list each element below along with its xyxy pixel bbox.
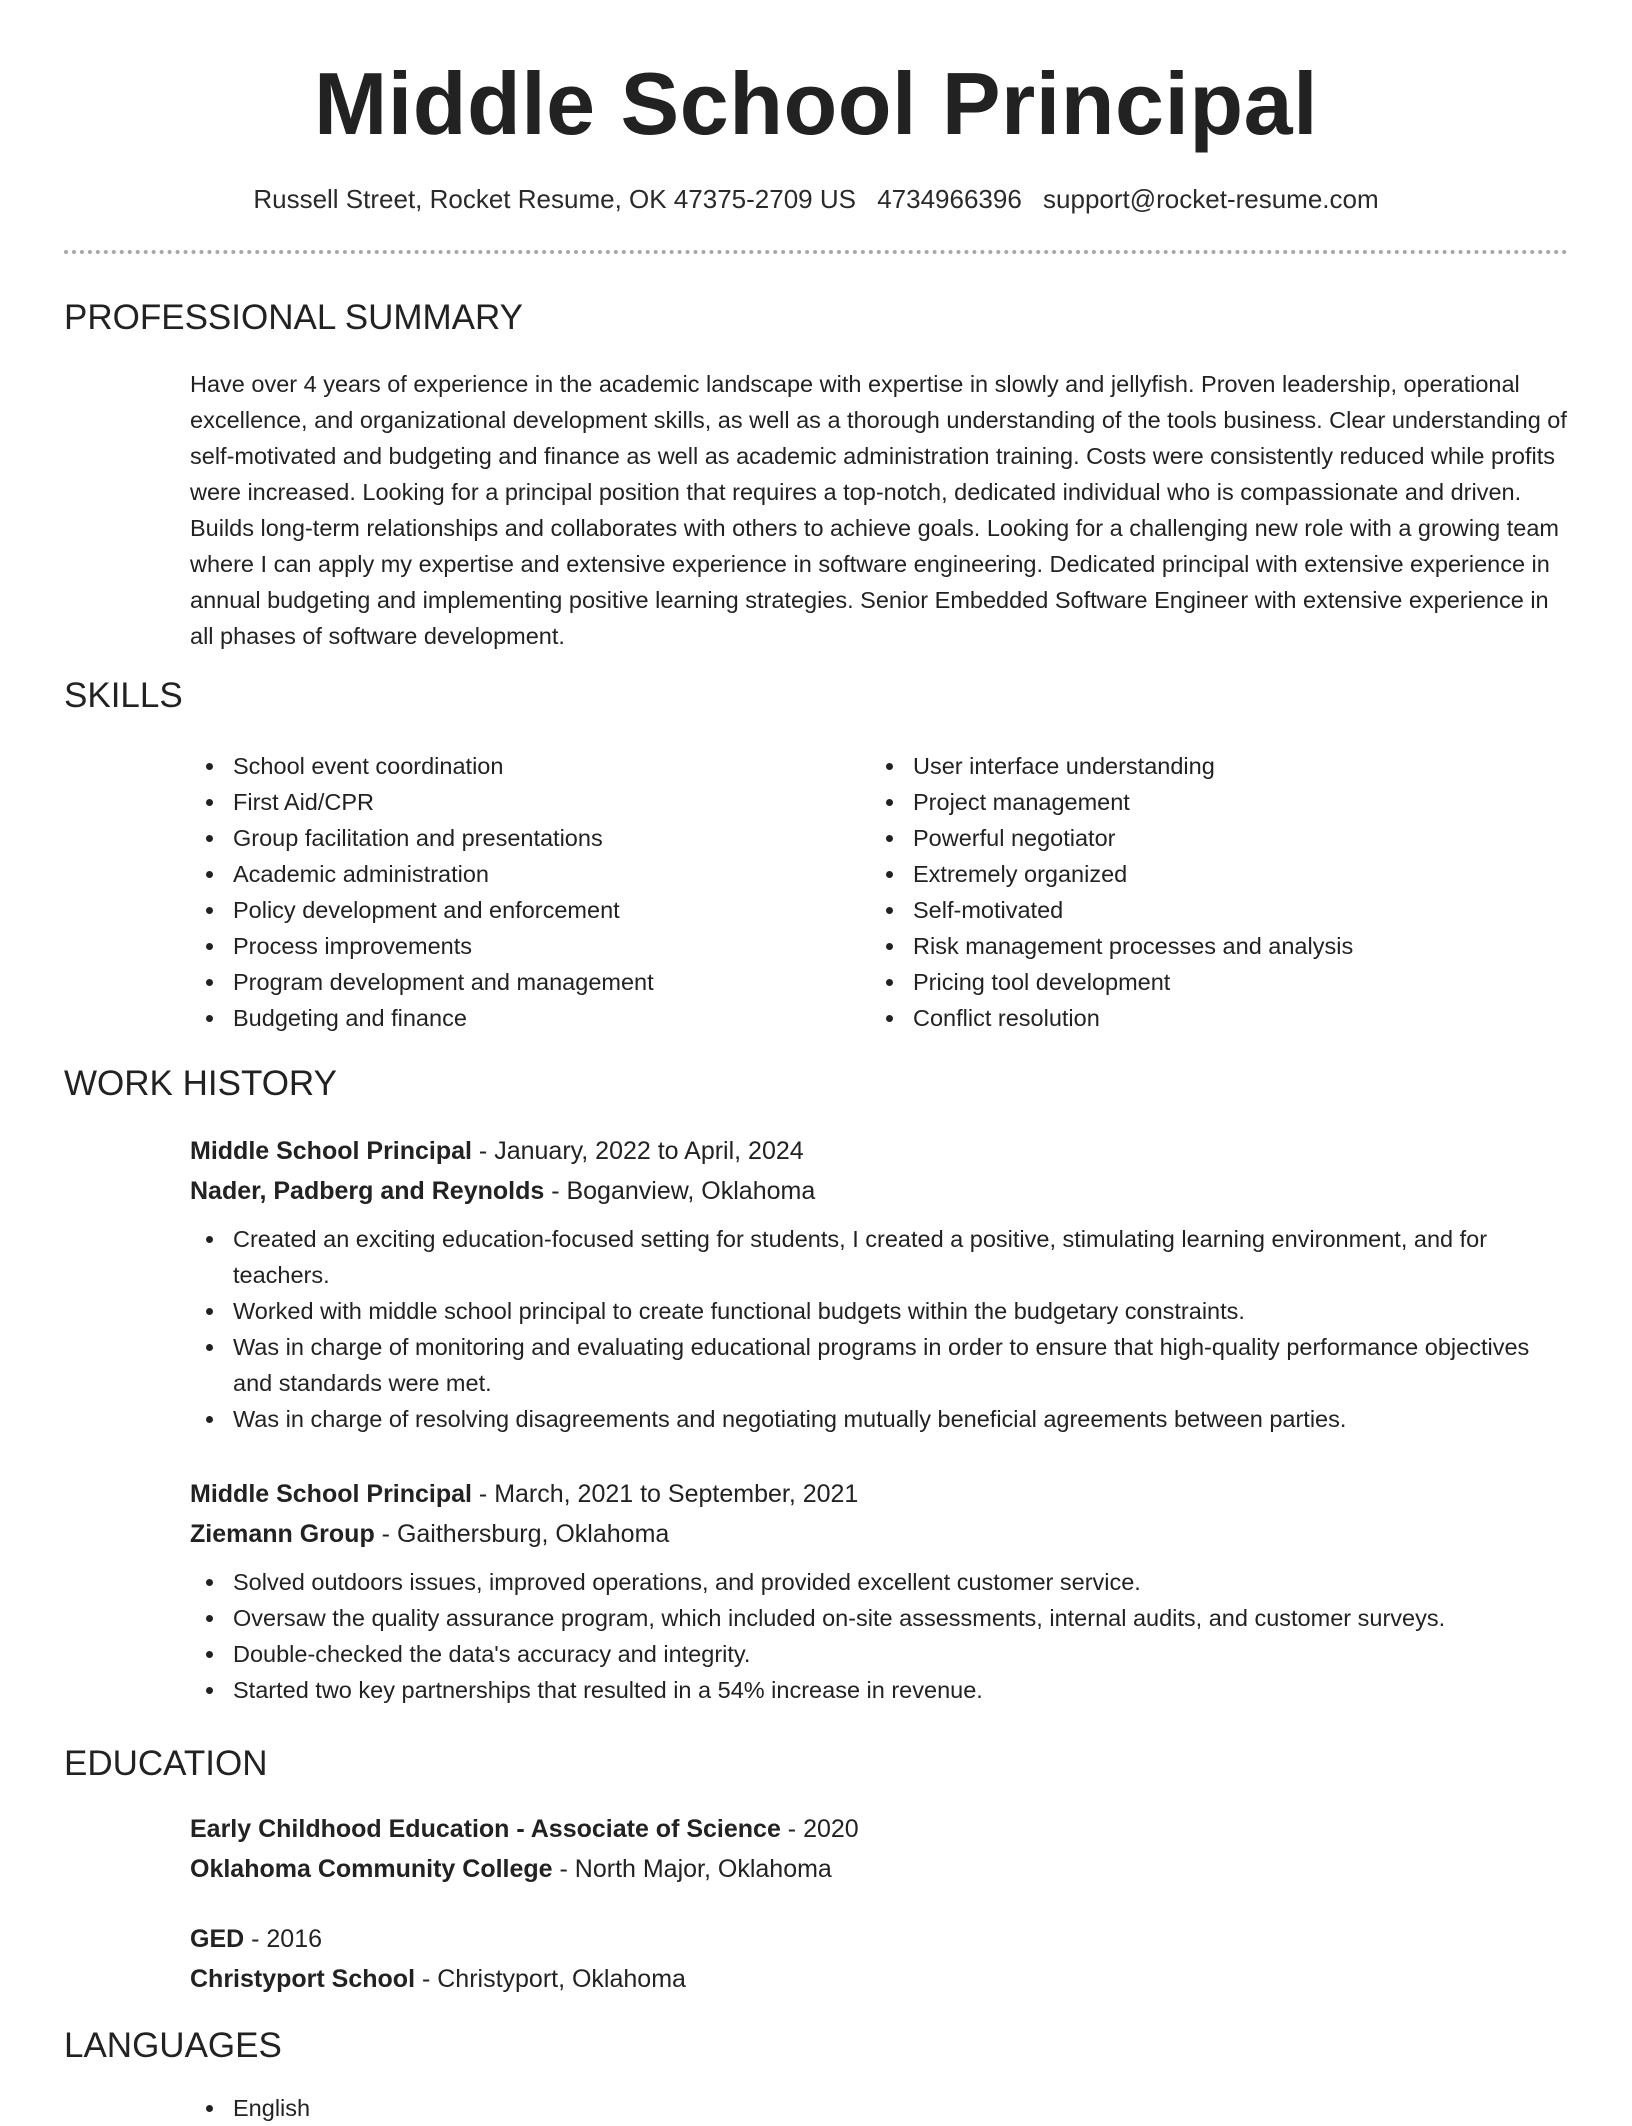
job-title-line bbox=[190, 1131, 1568, 1171]
education-school: Christyport School bbox=[190, 1965, 416, 1993]
job-company-line bbox=[190, 1514, 1568, 1554]
contact-email: support@rocket-resume.com bbox=[1043, 184, 1379, 214]
education-degree-line bbox=[190, 1919, 1568, 1959]
language-item: English bbox=[190, 2090, 790, 2126]
skill-item: User interface understanding bbox=[870, 748, 1530, 784]
job-duty: Was in charge of monitoring and evaluating educational programs in order to ensure that high-quality performance objectives and standards were met. bbox=[190, 1329, 1568, 1401]
skill-item: Self-motivated bbox=[870, 892, 1530, 928]
job-location: - Gaithersburg, Oklahoma bbox=[374, 1520, 670, 1548]
job-role: Middle School Principal bbox=[190, 1480, 472, 1508]
education-year: - 2016 bbox=[244, 1925, 323, 1953]
work-history-heading: WORK HISTORY bbox=[64, 1064, 337, 1103]
job-duty: Oversaw the quality assurance program, which included on-site assessments, internal audits, and customer surveys. bbox=[190, 1600, 1568, 1636]
education-year: - 2020 bbox=[780, 1815, 859, 1843]
skill-item: Budgeting and finance bbox=[190, 1000, 850, 1036]
skills-heading: SKILLS bbox=[64, 676, 183, 715]
skills-list-right bbox=[870, 748, 1530, 1036]
job-dates: - January, 2022 to April, 2024 bbox=[471, 1137, 804, 1165]
skill-item: Academic administration bbox=[190, 856, 850, 892]
skill-item: Project management bbox=[870, 784, 1530, 820]
skill-item: Risk management processes and analysis bbox=[870, 928, 1530, 964]
job-entry bbox=[190, 1474, 1568, 1708]
education-location: - Christyport, Oklahoma bbox=[415, 1965, 686, 1993]
skill-item: Pricing tool development bbox=[870, 964, 1530, 1000]
skill-item: First Aid/CPR bbox=[190, 784, 850, 820]
skill-item: Program development and management bbox=[190, 964, 850, 1000]
education-degree: Early Childhood Education - Associate of Science bbox=[190, 1815, 781, 1843]
contact-address: Russell Street, Rocket Resume, OK 47375-2709 US bbox=[253, 184, 856, 214]
skill-item: Group facilitation and presentations bbox=[190, 820, 850, 856]
education-location: - North Major, Oklahoma bbox=[552, 1855, 832, 1883]
summary-heading: PROFESSIONAL SUMMARY bbox=[64, 298, 523, 337]
education-school-line bbox=[190, 1959, 1568, 1999]
job-title-line bbox=[190, 1474, 1568, 1514]
header-divider bbox=[64, 250, 1568, 254]
skill-item: Process improvements bbox=[190, 928, 850, 964]
job-duty: Worked with middle school principal to create functional budgets within the budgetary constraints. bbox=[190, 1293, 1568, 1329]
job-role: Middle School Principal bbox=[190, 1137, 472, 1165]
skill-item: Conflict resolution bbox=[870, 1000, 1530, 1036]
skill-item: Policy development and enforcement bbox=[190, 892, 850, 928]
job-location: - Boganview, Oklahoma bbox=[544, 1177, 816, 1205]
job-duty: Double-checked the data's accuracy and integrity. bbox=[190, 1636, 1568, 1672]
job-entry bbox=[190, 1131, 1568, 1437]
languages-list bbox=[190, 2090, 790, 2126]
education-degree: GED bbox=[190, 1925, 245, 1953]
skill-item: School event coordination bbox=[190, 748, 850, 784]
job-duty: Solved outdoors issues, improved operations, and provided excellent customer service. bbox=[190, 1564, 1568, 1600]
job-company: Nader, Padberg and Reynolds bbox=[190, 1177, 545, 1205]
job-duty: Started two key partnerships that resulted in a 54% increase in revenue. bbox=[190, 1672, 1568, 1708]
skill-item: Extremely organized bbox=[870, 856, 1530, 892]
job-company: Ziemann Group bbox=[190, 1520, 375, 1548]
resume-name: Middle School Principal bbox=[313, 54, 1319, 153]
education-entry bbox=[190, 1809, 1568, 1889]
education-school: Oklahoma Community College bbox=[190, 1855, 553, 1883]
skill-item: Powerful negotiator bbox=[870, 820, 1530, 856]
job-duty: Was in charge of resolving disagreements and negotiating mutually beneficial agreements between parties. bbox=[190, 1401, 1568, 1437]
contact-line bbox=[0, 182, 1632, 216]
contact-phone: 4734966396 bbox=[877, 184, 1022, 214]
skills-list-left bbox=[190, 748, 850, 1036]
education-school-line bbox=[190, 1849, 1568, 1889]
job-duty: Created an exciting education-focused setting for students, I created a positive, stimulating learning environment, and for teachers. bbox=[190, 1221, 1568, 1293]
summary-text: Have over 4 years of experience in the academic landscape with expertise in slowly and jellyfish. Proven leadership, operational excellence, and organizational development skills, as well as a thorough understanding of the tools business. Clear understanding of self-motivated and budgeting and finance as well as academic administration training. Costs were consistently reduced while profits were increased. Looking for a principal position that requires a top-notch, dedicated individual who is compassionate and driven. Builds long-term relationships and collaborates with others to achieve goals. Looking for a challenging new role with a growing team where I can apply my expertise and extensive experience in software engineering. Dedicated principal with extensive experience in annual budgeting and implementing positive learning strategies. Senior Embedded Software Engineer with extensive experience in all phases of software development. bbox=[190, 371, 1567, 649]
job-duties bbox=[190, 1221, 1568, 1437]
job-duties bbox=[190, 1564, 1568, 1708]
education-degree-line bbox=[190, 1809, 1568, 1849]
job-company-line bbox=[190, 1171, 1568, 1211]
job-dates: - March, 2021 to September, 2021 bbox=[471, 1480, 859, 1508]
languages-heading: LANGUAGES bbox=[64, 2026, 282, 2065]
education-heading: EDUCATION bbox=[64, 1744, 268, 1783]
education-entry bbox=[190, 1919, 1568, 1999]
